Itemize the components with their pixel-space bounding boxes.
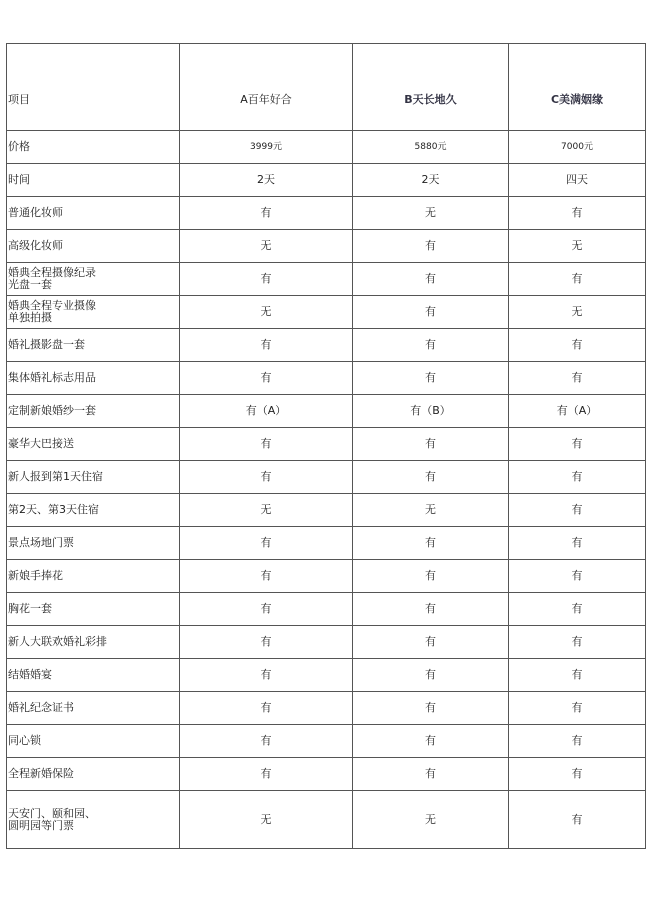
cell-package-b: 5880元 <box>353 131 509 164</box>
table-row <box>7 791 646 849</box>
cell-package-c: 有 <box>509 659 646 692</box>
cell-package-c: 有 <box>509 527 646 560</box>
cell-package-b: 有 <box>353 659 509 692</box>
row-label: 新娘手捧花 <box>7 560 180 593</box>
table-row <box>7 164 646 197</box>
cell-package-b: 有 <box>353 626 509 659</box>
cell-package-a: 有（A） <box>180 395 353 428</box>
table-row <box>7 428 646 461</box>
package-comparison-table <box>6 43 646 849</box>
row-label: 时间 <box>7 164 180 197</box>
row-label: 结婚婚宴 <box>7 659 180 692</box>
cell-package-c: 有 <box>509 494 646 527</box>
table-row <box>7 461 646 494</box>
table-row <box>7 329 646 362</box>
row-label: 全程新婚保险 <box>7 758 180 791</box>
cell-package-a: 有 <box>180 725 353 758</box>
cell-package-a: 有 <box>180 428 353 461</box>
table-row <box>7 296 646 329</box>
row-label: 新人报到第1天住宿 <box>7 461 180 494</box>
cell-package-c: 四天 <box>509 164 646 197</box>
cell-package-a: 有 <box>180 197 353 230</box>
cell-package-b: 有 <box>353 263 509 296</box>
cell-package-b: 有 <box>353 527 509 560</box>
cell-package-a: 有 <box>180 626 353 659</box>
row-label: 集体婚礼标志用品 <box>7 362 180 395</box>
row-label: 定制新娘婚纱一套 <box>7 395 180 428</box>
cell-package-c: 有 <box>509 461 646 494</box>
table-header-row <box>7 44 646 131</box>
cell-package-c: 有 <box>509 329 646 362</box>
cell-package-a: 有 <box>180 560 353 593</box>
table-row <box>7 659 646 692</box>
cell-package-b: 有 <box>353 329 509 362</box>
cell-package-b: 有（B） <box>353 395 509 428</box>
cell-package-b: 有 <box>353 296 509 329</box>
table-row <box>7 626 646 659</box>
cell-package-c: 有 <box>509 362 646 395</box>
row-label: 价格 <box>7 131 180 164</box>
cell-package-a: 有 <box>180 593 353 626</box>
row-label: 景点场地门票 <box>7 527 180 560</box>
cell-package-b: 有 <box>353 230 509 263</box>
cell-package-a: 无 <box>180 791 353 849</box>
cell-package-c: 有 <box>509 626 646 659</box>
cell-package-c: 有 <box>509 428 646 461</box>
cell-package-c: 无 <box>509 230 646 263</box>
cell-package-c: 有 <box>509 758 646 791</box>
cell-package-a: 有 <box>180 461 353 494</box>
cell-package-b: 2天 <box>353 164 509 197</box>
cell-package-c: 有 <box>509 593 646 626</box>
cell-package-a: 有 <box>180 758 353 791</box>
cell-package-c: 有 <box>509 197 646 230</box>
row-label: 高级化妆师 <box>7 230 180 263</box>
cell-package-a: 有 <box>180 692 353 725</box>
cell-package-b: 有 <box>353 725 509 758</box>
row-label: 婚礼摄影盘一套 <box>7 329 180 362</box>
row-label: 普通化妆师 <box>7 197 180 230</box>
header-package-b: B天长地久 <box>353 44 509 131</box>
table-row <box>7 197 646 230</box>
row-label: 第2天、第3天住宿 <box>7 494 180 527</box>
cell-package-c: 有 <box>509 692 646 725</box>
cell-package-a: 2天 <box>180 164 353 197</box>
cell-package-c: 7000元 <box>509 131 646 164</box>
cell-package-b: 有 <box>353 362 509 395</box>
row-label: 婚礼纪念证书 <box>7 692 180 725</box>
cell-package-b: 有 <box>353 692 509 725</box>
cell-package-a: 有 <box>180 263 353 296</box>
cell-package-a: 无 <box>180 494 353 527</box>
cell-package-b: 有 <box>353 560 509 593</box>
cell-package-c: 有 <box>509 263 646 296</box>
table-row <box>7 560 646 593</box>
cell-package-c: 有 <box>509 725 646 758</box>
row-label: 同心锁 <box>7 725 180 758</box>
row-label: 胸花一套 <box>7 593 180 626</box>
cell-package-c: 无 <box>509 296 646 329</box>
cell-package-c: 有 <box>509 791 646 849</box>
cell-package-b: 有 <box>353 758 509 791</box>
table-row <box>7 263 646 296</box>
table-row <box>7 395 646 428</box>
cell-package-a: 无 <box>180 230 353 263</box>
cell-package-a: 无 <box>180 296 353 329</box>
cell-package-a: 有 <box>180 527 353 560</box>
cell-package-a: 有 <box>180 659 353 692</box>
cell-package-b: 无 <box>353 197 509 230</box>
table-row <box>7 593 646 626</box>
cell-package-b: 无 <box>353 791 509 849</box>
cell-package-b: 有 <box>353 461 509 494</box>
cell-package-b: 有 <box>353 428 509 461</box>
table-row <box>7 362 646 395</box>
row-label: 天安门、颐和园、 圆明园等门票 <box>7 791 180 849</box>
row-label: 新人大联欢婚礼彩排 <box>7 626 180 659</box>
table-row <box>7 758 646 791</box>
header-item: 项目 <box>7 44 180 131</box>
cell-package-a: 有 <box>180 362 353 395</box>
table-row <box>7 131 646 164</box>
cell-package-c: 有（A） <box>509 395 646 428</box>
table-row <box>7 725 646 758</box>
row-label: 婚典全程专业摄像 单独拍摄 <box>7 296 180 329</box>
row-label: 豪华大巴接送 <box>7 428 180 461</box>
table-row <box>7 692 646 725</box>
cell-package-a: 3999元 <box>180 131 353 164</box>
cell-package-a: 有 <box>180 329 353 362</box>
header-package-a: A百年好合 <box>180 44 353 131</box>
header-package-c: C美满姻缘 <box>509 44 646 131</box>
cell-package-b: 无 <box>353 494 509 527</box>
table-row <box>7 494 646 527</box>
row-label: 婚典全程摄像纪录 光盘一套 <box>7 263 180 296</box>
table-row <box>7 230 646 263</box>
table-row <box>7 527 646 560</box>
cell-package-c: 有 <box>509 560 646 593</box>
cell-package-b: 有 <box>353 593 509 626</box>
